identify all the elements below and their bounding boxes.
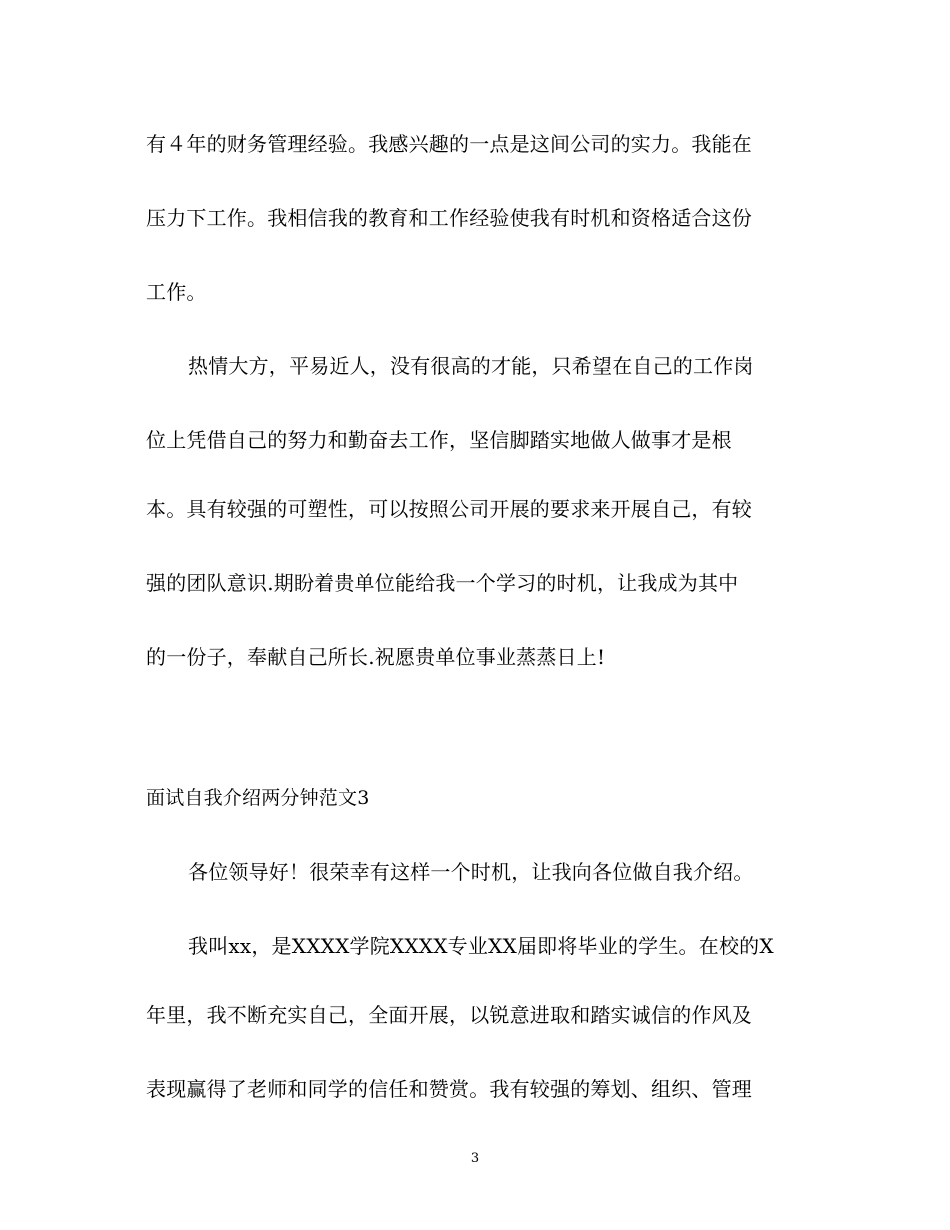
paragraph-2-line-4: 强的团队意识.期盼着贵单位能给我一个学习的时机，让我成为其中 (146, 571, 739, 595)
paragraph-1-line-3: 工作。 (146, 280, 207, 304)
paragraph-2-line-3: 本。具有较强的可塑性，可以按照公司开展的要求来开展自己，有较 (146, 497, 752, 521)
paragraph-2-line-2: 位上凭借自己的努力和勤奋去工作，坚信脚踏实地做人做事才是根 (146, 428, 732, 452)
paragraph-4-line-1: 我叫xx，是XXXX学院XXXX专业XX届即将毕业的学生。在校的X (188, 934, 774, 958)
paragraph-1-line-2: 压力下工作。我相信我的教育和工作经验使我有时机和资格适合这份 (146, 206, 752, 230)
paragraph-3-line-1: 各位领导好！很荣幸有这样一个时机，让我向各位做自我介绍。 (188, 860, 754, 884)
section-heading: 面试自我介绍两分钟范文3 (146, 787, 370, 809)
paragraph-2-line-5: 的一份子，奉献自己所长.祝愿贵单位事业蒸蒸日上! (146, 645, 606, 669)
page-number: 3 (470, 1151, 480, 1166)
paragraph-4-line-3: 表现赢得了老师和同学的信任和赞赏。我有较强的筹划、组织、管理 (146, 1077, 752, 1101)
paragraph-4-line-2: 年里，我不断充实自己，全面开展，以锐意进取和踏实诚信的作风及 (146, 1003, 752, 1027)
paragraph-2-line-1: 热情大方，平易近人，没有很高的才能，只希望在自己的工作岗 (188, 354, 754, 378)
paragraph-1-line-1: 有４年的财务管理经验。我感兴趣的一点是这间公司的实力。我能在 (146, 132, 752, 156)
